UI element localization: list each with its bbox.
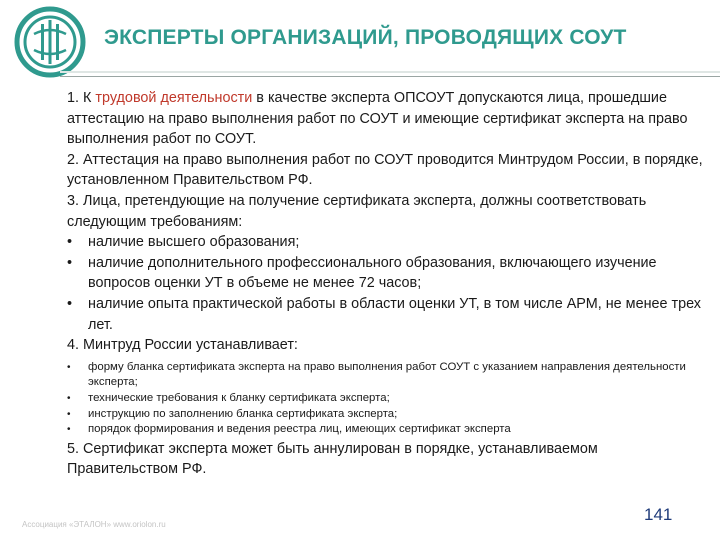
highlight-labor-activity: трудовой деятельности	[95, 90, 253, 106]
paragraph-1-text: в качестве эксперта ОПСОУТ допускаются лица, прошедшие аттестацию на право выполнения работ по СОУТ и имеющие сертификат эксперта на право выполнения работ по СОУТ.	[67, 90, 688, 148]
page-number: 141	[644, 505, 673, 524]
paragraph-5: 5. Сертификат эксперта может быть аннулирован в порядке, устанавливаемом Правительством РФ.	[67, 440, 598, 478]
requirement-item	[67, 232, 707, 253]
main-content	[67, 88, 707, 480]
bullet-icon: •	[67, 295, 73, 312]
header-divider-light	[60, 71, 720, 73]
mintrud-item	[67, 391, 707, 407]
mintrud-item-text: форму бланка сертификата эксперта на право выполнения работ СОУТ с указанием направления деятельности эксперта;	[88, 360, 686, 389]
paragraph-1-number: 1. К	[67, 90, 96, 106]
requirement-text: наличие опыта практической работы в области оценки УТ, в том числе АРМ, не менее трех лет.	[88, 295, 701, 333]
paragraph-2: 2. Аттестация на право выполнения работ по СОУТ проводится Минтрудом России, в порядке, установленном Правительством РФ.	[67, 151, 703, 189]
mintrud-item	[67, 360, 707, 391]
paragraph-3: 3. Лица, претендующие на получение сертификата эксперта, должны соответствовать следующим требованиям:	[67, 192, 647, 230]
bullet-icon: •	[67, 234, 73, 251]
mintrud-item	[67, 422, 707, 438]
association-logo	[14, 6, 86, 78]
bullet-icon: •	[67, 254, 73, 271]
mintrud-item-text: инструкцию по заполнению бланка сертификата эксперта;	[88, 407, 398, 420]
page-title: ЭКСПЕРТЫ ОРГАНИЗАЦИЙ, ПРОВОДЯЩИХ СОУТ	[104, 26, 627, 49]
bullet-icon: •	[67, 392, 71, 404]
header-divider	[60, 76, 720, 77]
paragraph-4: 4. Минтруд России устанавливает:	[67, 337, 298, 354]
mintrud-item-text: порядок формирования и ведения реестра лиц, имеющих сертификат эксперта	[88, 423, 511, 436]
mintrud-item-text: технические требования к бланку сертификата эксперта;	[88, 391, 390, 404]
mintrud-item	[67, 407, 707, 423]
requirement-item	[67, 253, 707, 294]
bullet-icon: •	[67, 361, 71, 373]
paragraph-1	[67, 88, 707, 150]
requirement-item	[67, 294, 707, 335]
bullet-icon: •	[67, 408, 71, 420]
requirement-text: наличие дополнительного профессионального образования, включающего изучение вопросов оценки УТ в объеме не менее 72 часов;	[88, 254, 657, 292]
requirement-text: наличие высшего образования;	[88, 234, 300, 251]
footer-organization: Ассоциация «ЭТАЛОН» www.oriolon.ru	[22, 520, 166, 529]
bullet-icon: •	[67, 424, 71, 436]
